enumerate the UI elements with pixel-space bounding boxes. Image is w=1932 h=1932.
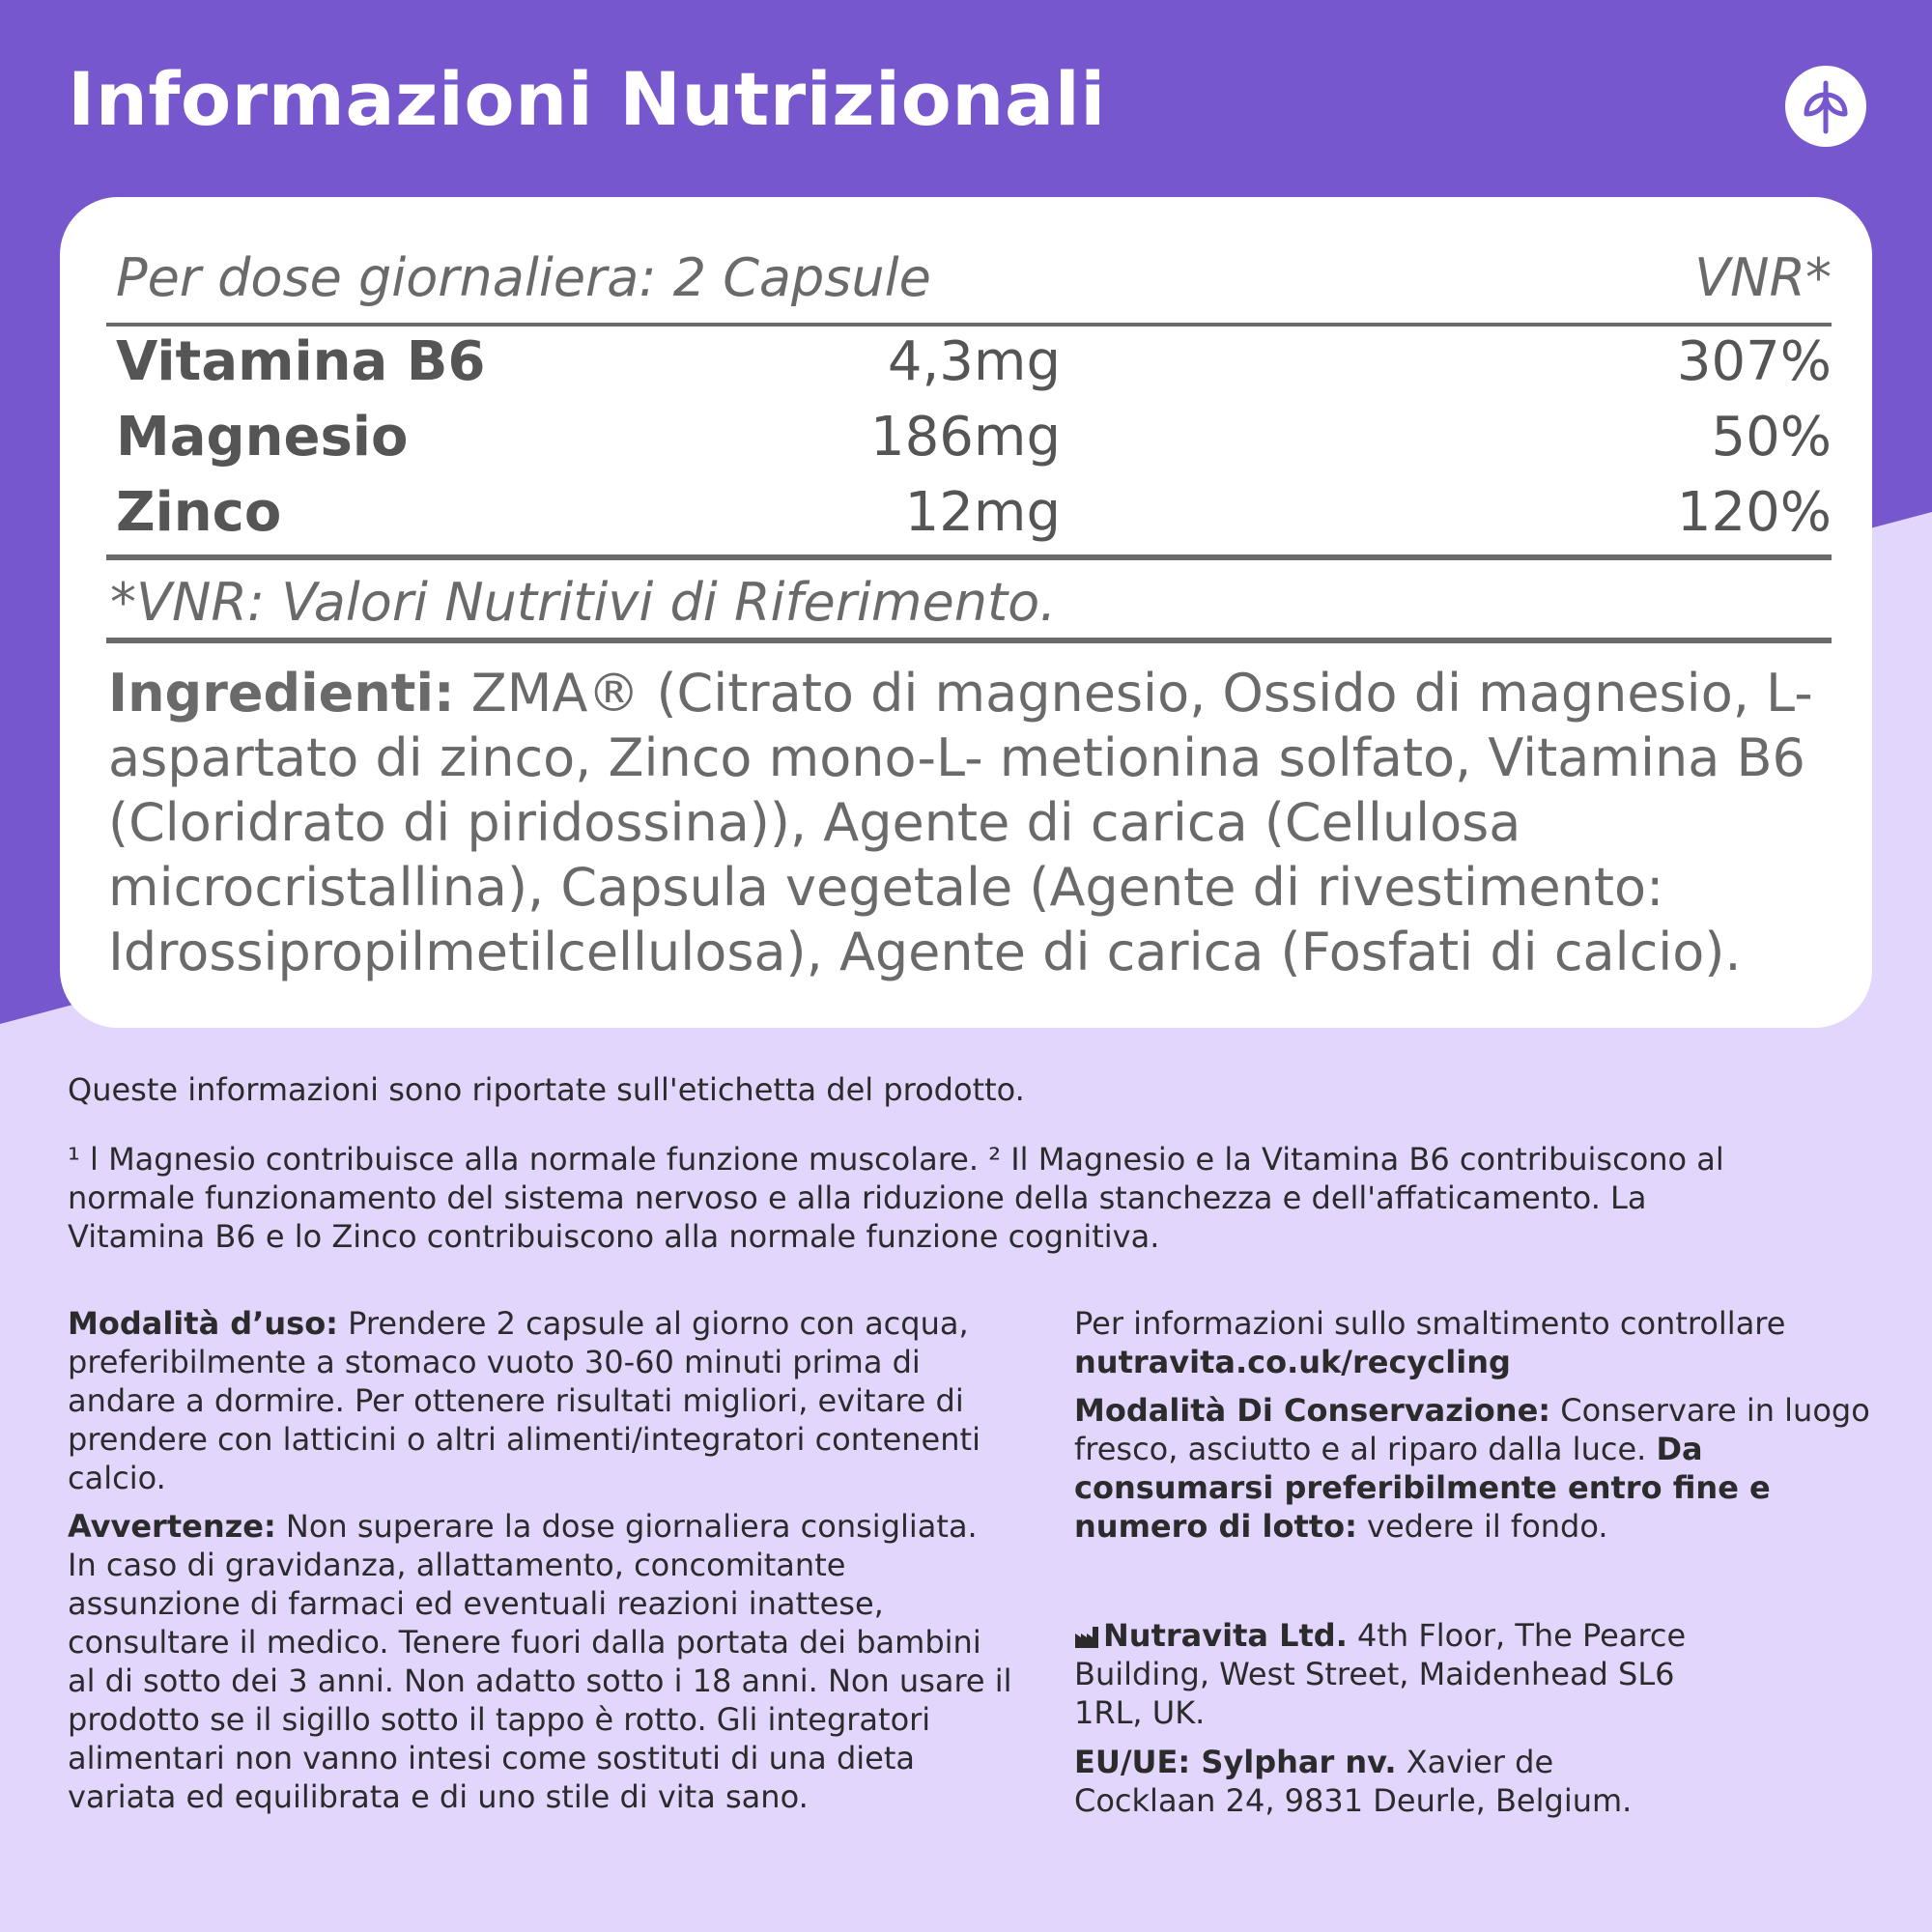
nutrient-amount: 12mg [904, 481, 1061, 544]
nutrient-nrv: 307% [1676, 330, 1832, 393]
manufacturer-address: 4th Floor, The Pearce Building, West Street, Maidenhead SL6 1RL, UK. [1074, 1617, 1687, 1731]
nutrition-card [60, 197, 1872, 1028]
usage-label: Modalità d’uso: [68, 1305, 338, 1342]
factory-icon [1074, 1624, 1099, 1649]
best-before-label: Da consumarsi preferibilmente entro fine e numero di lotto: [1074, 1431, 1771, 1545]
eu-rep-label: EU/UE: Sylphar nv. [1074, 1744, 1397, 1780]
nutrient-row [116, 406, 1832, 475]
eu-representative [1074, 1743, 1673, 1820]
usage-text: Prendere 2 capsule al giorno con acqua, preferibilmente a stomaco vuoto 30-60 minuti prima di andare a dormire. Per ottenere risultati migliori, evitare di prendere con latticini o altri alimenti/integratori contenenti calcio. [68, 1305, 980, 1496]
nutrient-nrv: 50% [1711, 406, 1832, 469]
manufacturer-name: Nutravita Ltd. [1103, 1617, 1348, 1654]
nutrient-amount: 4,3mg [887, 330, 1061, 393]
serving-header [116, 247, 1832, 315]
nutrient-name: Magnesio [116, 406, 409, 469]
nutrient-row [116, 330, 1832, 400]
ingredients-list [108, 661, 1837, 984]
storage-text: Conservare in luogo fresco, asciutto e al riparo dalla luce. [1074, 1392, 1870, 1467]
label-info-note: Queste informazioni sono riportate sull'etichetta del prodotto. [68, 1071, 1025, 1108]
ingredients-label: Ingredienti: [108, 663, 455, 724]
recycling-text: Per informazioni sullo smaltimento controllare [1074, 1305, 1786, 1342]
best-before-text: vedere il fondo. [1356, 1508, 1608, 1545]
nrv-header: VNR* [1694, 247, 1832, 308]
page-title: Informazioni Nutrizionali [68, 56, 1106, 142]
recycling-info [1074, 1304, 1905, 1381]
manufacturer-info [1074, 1616, 1750, 1732]
divider [106, 638, 1832, 643]
storage-label: Modalità Di Conservazione: [1074, 1392, 1551, 1429]
nutrient-name: Vitamina B6 [116, 330, 486, 393]
divider [106, 323, 1832, 327]
warnings-text: Non superare la dose giornaliera consigliata. In caso di gravidanza, allattamento, concomitante assunzione di farmaci ed eventuali reazioni inattese, consultare il medico. Tenere fuori dalla portata dei bambini al di sotto dei 3 anni. Non adatto sotto i 18 anni. Non usare il prodotto se il sigillo sotto il tappo è rotto. Gli integratori alimentari non vanno intesi come sostituti di una dieta variata ed equilibrata e di uno stile di vita sano. [68, 1508, 1012, 1815]
warnings [68, 1507, 1014, 1816]
recycling-link[interactable]: nutravita.co.uk/recycling [1074, 1344, 1511, 1380]
health-claims: ¹ l Magnesio contribuisce alla normale funzione muscolare. ² Il Magnesio e la Vitamina B6 contribuiscono al normale funzionamento del sistema nervoso e alla riduzione della stanchezza e dell'affaticamento. La Vitamina B6 e lo Zinco contribuiscono alla normale funzione cognitiva. [68, 1141, 1724, 1255]
nutrient-row [116, 481, 1832, 551]
usage-instructions [68, 1304, 1014, 1497]
nrv-footnote: *VNR: Valori Nutritivi di Riferimento. [110, 572, 1057, 633]
storage-info [1074, 1391, 1905, 1546]
nutrient-amount: 186mg [870, 406, 1061, 469]
nutrient-name: Zinco [116, 481, 282, 544]
divider [106, 554, 1832, 560]
ingredients-text: ZMA® (Citrato di magnesio, Ossido di magnesio, L-aspartato di zinco, Zinco mono-L- metionina solfato, Vitamina B6 (Cloridrato di piridossina)), Agente di carica (Cellulosa microcristallina), Capsula vegetale (Agente di rivestimento: Idrossipropilmetilcellulosa), Agente di carica (Fosfati di calcio). [108, 663, 1813, 982]
nutrient-nrv: 120% [1676, 481, 1832, 544]
warnings-label: Avvertenze: [68, 1508, 276, 1545]
leaf-circle-icon [1785, 66, 1866, 147]
eu-rep-address: Xavier de Cocklaan 24, 9831 Deurle, Belgium. [1074, 1744, 1633, 1819]
serving-label: Per dose giornaliera: 2 Capsule [116, 247, 931, 308]
